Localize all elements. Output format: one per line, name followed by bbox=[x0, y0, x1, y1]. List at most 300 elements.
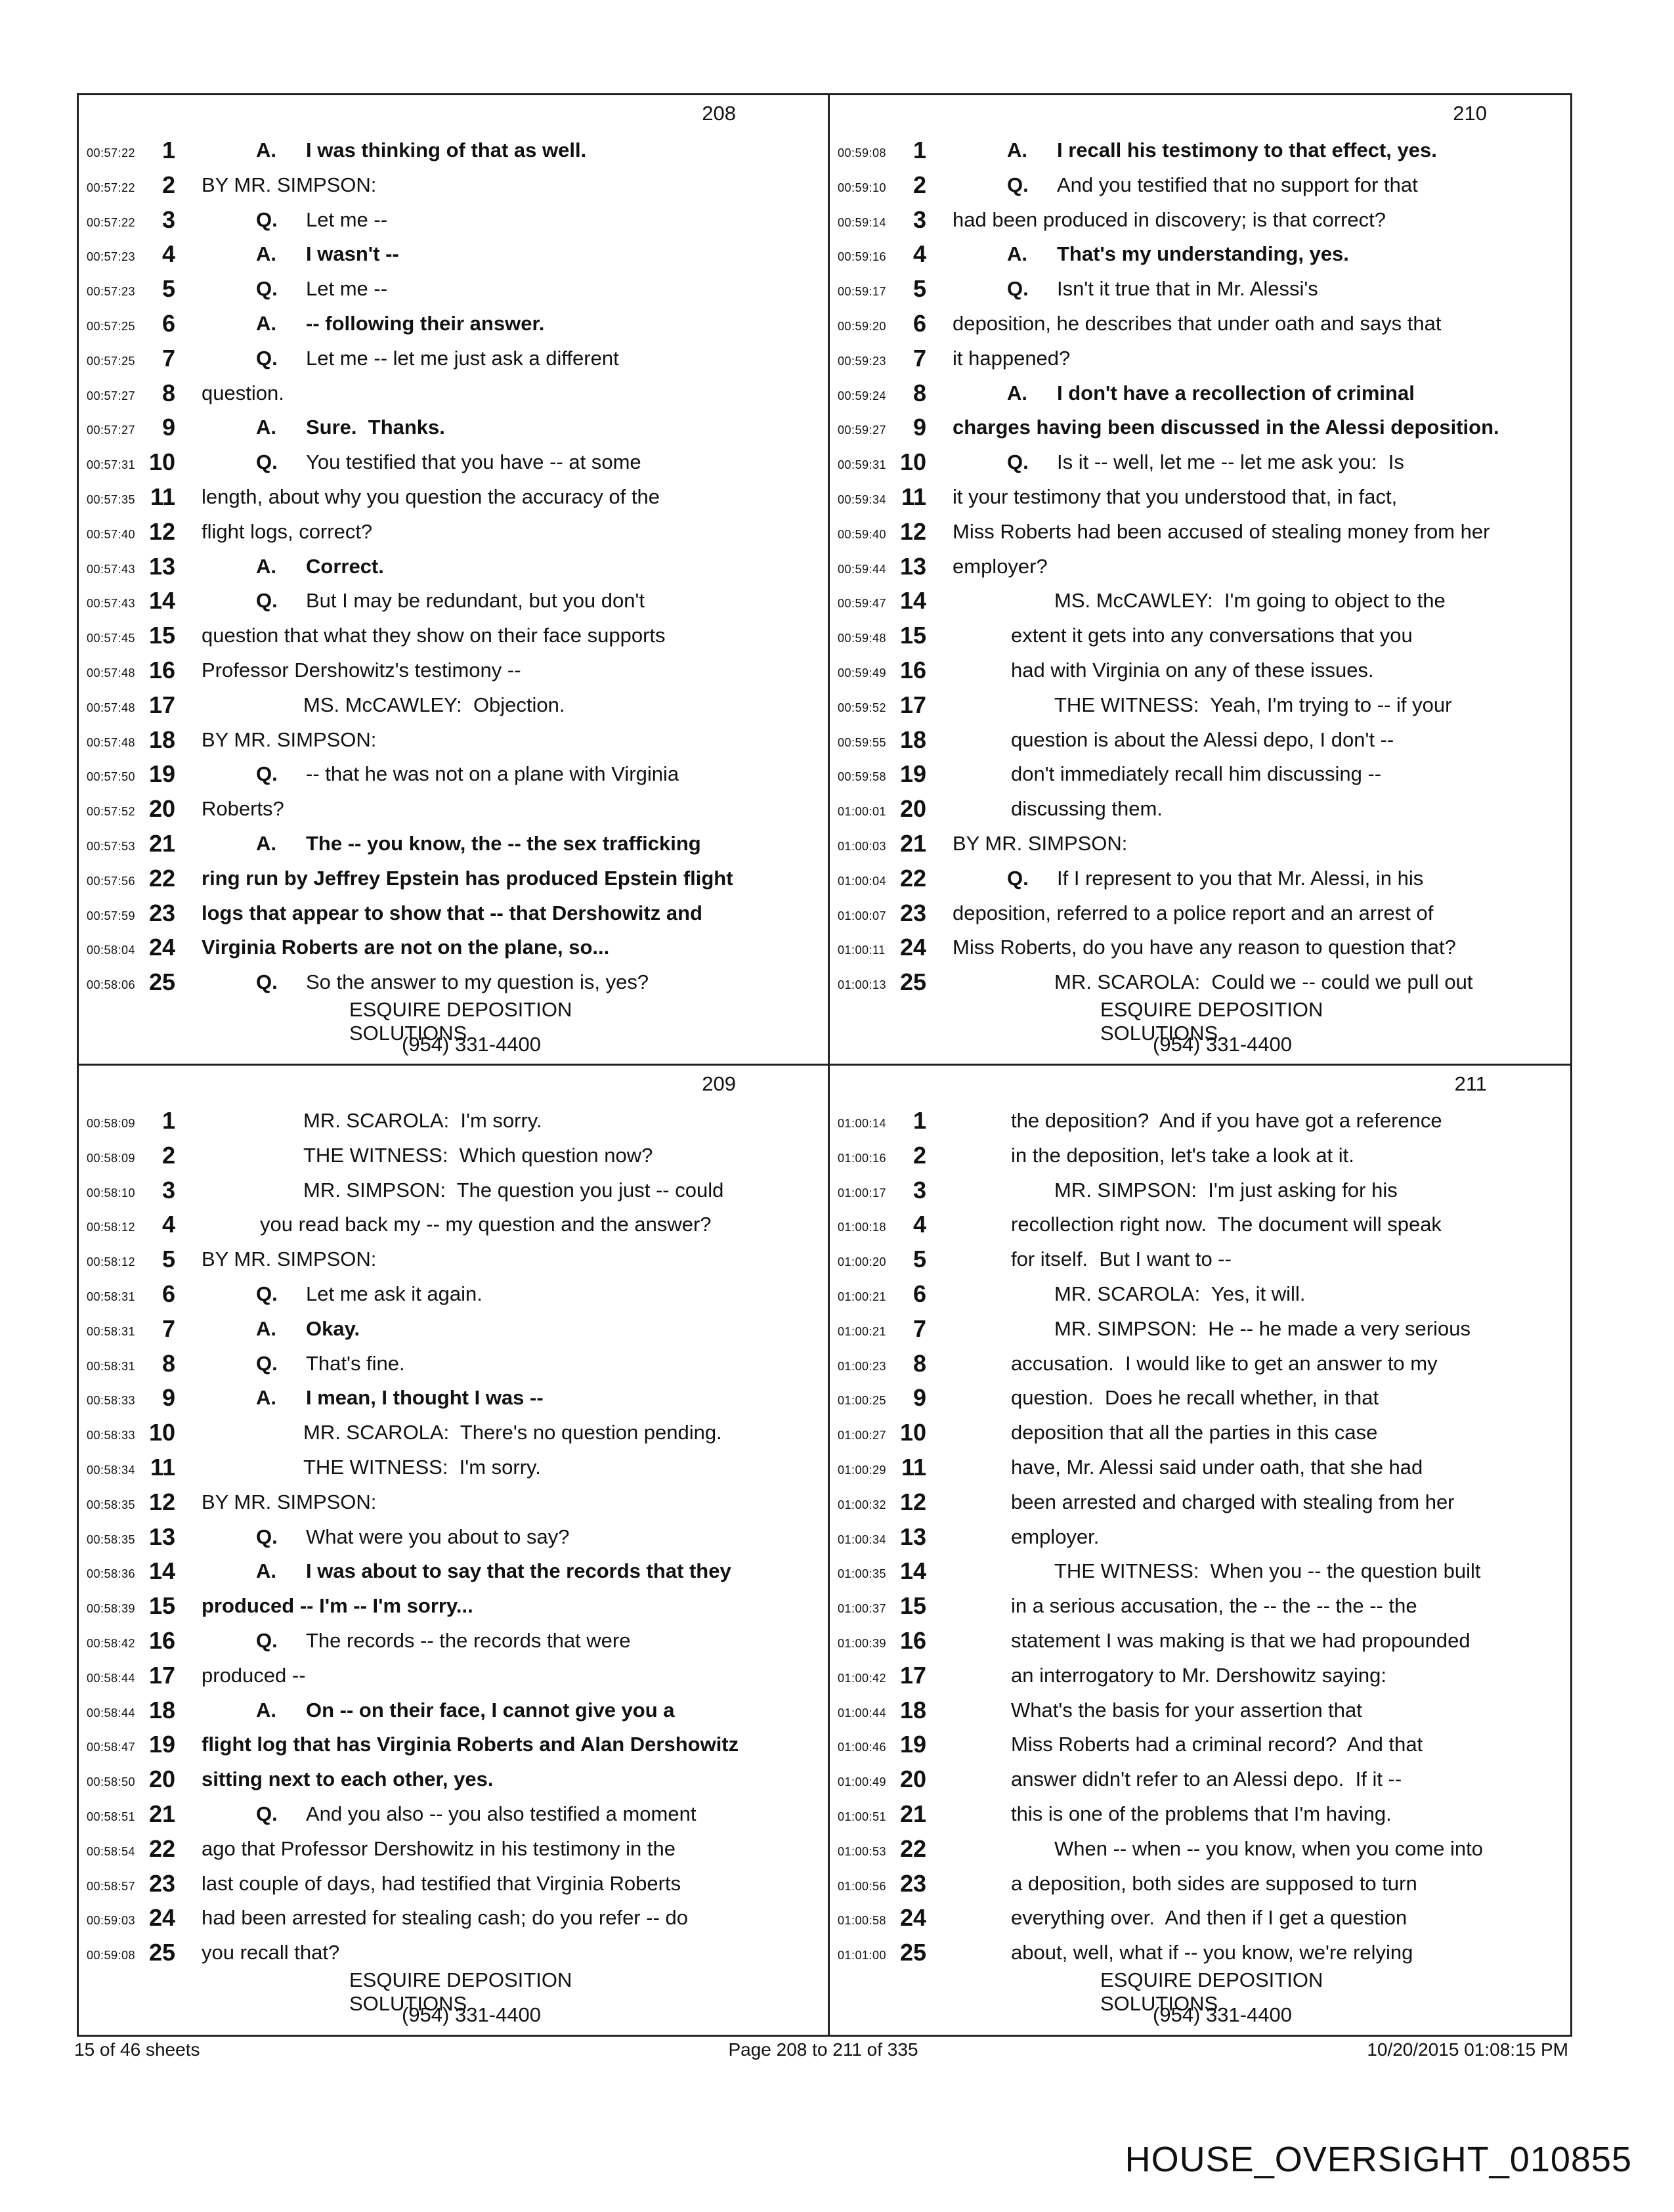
line-number: 8 bbox=[912, 1349, 926, 1377]
transcript-line bbox=[830, 1589, 1579, 1623]
line-text: BY MR. SIMPSON: bbox=[953, 832, 1128, 855]
transcript-line bbox=[79, 1347, 828, 1381]
timestamp: 01:00:53 bbox=[838, 1844, 887, 1858]
line-text: statement I was making is that we had propounded bbox=[1011, 1629, 1470, 1652]
line-text: question that what they show on their face supports bbox=[202, 624, 666, 647]
line-text: Let me -- bbox=[306, 277, 388, 301]
reporter-name: ESQUIRE DEPOSITION SOLUTIONS bbox=[349, 1968, 572, 2015]
timestamp: 00:58:36 bbox=[87, 1567, 136, 1581]
line-number: 21 bbox=[899, 830, 926, 857]
line-text: Miss Roberts, do you have any reason to question that? bbox=[953, 936, 1456, 959]
line-number: 15 bbox=[899, 1592, 926, 1620]
line-number: 23 bbox=[148, 1869, 175, 1897]
transcript-line bbox=[830, 688, 1579, 722]
line-number: 2 bbox=[161, 1141, 175, 1169]
line-text: ago that Professor Dershowitz in his testimony in the bbox=[202, 1836, 676, 1860]
line-number: 20 bbox=[148, 1766, 175, 1793]
transcript-line bbox=[79, 1554, 828, 1588]
line-number: 15 bbox=[148, 622, 175, 649]
line-number: 8 bbox=[161, 379, 175, 406]
line-number: 15 bbox=[148, 1592, 175, 1620]
timestamp: 00:58:50 bbox=[87, 1775, 136, 1789]
transcript-line bbox=[79, 307, 828, 341]
timestamp: 00:57:59 bbox=[87, 909, 136, 922]
line-number: 24 bbox=[899, 1904, 926, 1932]
timestamp: 00:57:56 bbox=[87, 874, 136, 888]
line-text: accusation. I would like to get an answer to my bbox=[1011, 1351, 1438, 1375]
line-text: MR. SCAROLA: Yes, it will. bbox=[1054, 1282, 1306, 1305]
transcript-line bbox=[830, 1936, 1579, 1970]
line-text: had been produced in discovery; is that correct? bbox=[953, 207, 1386, 231]
transcript-line bbox=[830, 1207, 1579, 1242]
line-text: BY MR. SIMPSON: bbox=[202, 1490, 377, 1513]
timestamp: 00:59:44 bbox=[838, 562, 887, 576]
line-number: 4 bbox=[912, 240, 926, 268]
line-number: 18 bbox=[899, 726, 926, 753]
timestamp: 00:58:12 bbox=[87, 1221, 136, 1234]
timestamp: 01:00:04 bbox=[838, 874, 887, 888]
timestamp: 00:58:10 bbox=[87, 1186, 136, 1200]
timestamp: 00:58:09 bbox=[87, 1117, 136, 1130]
line-number: 24 bbox=[899, 934, 926, 961]
line-number: 23 bbox=[148, 899, 175, 926]
timestamp: 00:58:51 bbox=[87, 1810, 136, 1823]
line-text: Okay. bbox=[306, 1316, 360, 1340]
line-number: 8 bbox=[161, 1349, 175, 1377]
timestamp: 00:59:08 bbox=[87, 1949, 136, 1963]
transcript-line bbox=[830, 896, 1579, 930]
timestamp: 00:58:44 bbox=[87, 1671, 136, 1685]
qa-label: A. bbox=[256, 242, 276, 266]
line-number: 13 bbox=[148, 552, 175, 580]
line-text: you read back my -- my question and the answer? bbox=[260, 1213, 712, 1236]
transcript-line bbox=[79, 480, 828, 514]
line-number: 10 bbox=[899, 1419, 926, 1446]
qa-label: Q. bbox=[256, 1525, 278, 1548]
line-text: BY MR. SIMPSON: bbox=[202, 727, 377, 751]
line-number: 12 bbox=[899, 1488, 926, 1515]
line-number: 9 bbox=[161, 414, 175, 441]
transcript-line bbox=[79, 1381, 828, 1415]
timestamp: 01:00:49 bbox=[838, 1775, 887, 1789]
line-number: 11 bbox=[150, 1454, 175, 1481]
transcript-line bbox=[830, 930, 1579, 965]
transcript-line bbox=[830, 1104, 1579, 1138]
line-text: employer. bbox=[1011, 1525, 1100, 1548]
timestamp: 00:59:34 bbox=[838, 493, 887, 506]
timestamp: 01:00:21 bbox=[838, 1290, 887, 1303]
timestamp: 01:00:20 bbox=[838, 1255, 887, 1269]
timestamp: 00:58:31 bbox=[87, 1324, 136, 1338]
line-text: this is one of the problems that I'm having. bbox=[1011, 1802, 1392, 1825]
line-text: about, well, what if -- you know, we're relying bbox=[1011, 1941, 1413, 1964]
transcript-line bbox=[830, 133, 1579, 167]
transcript-line bbox=[79, 861, 828, 896]
transcript-line bbox=[830, 445, 1579, 479]
timestamp: 00:57:27 bbox=[87, 423, 136, 437]
line-text: charges having been discussed in the Alessi deposition. bbox=[953, 416, 1499, 439]
line-number: 23 bbox=[899, 899, 926, 926]
transcript-line bbox=[79, 1936, 828, 1970]
line-text: Roberts? bbox=[202, 797, 284, 821]
line-text: MR. SIMPSON: The question you just -- could bbox=[303, 1178, 724, 1202]
qa-label: A. bbox=[256, 832, 276, 855]
timestamp: 00:59:20 bbox=[838, 320, 887, 333]
line-text: deposition, referred to a police report and an arrest of bbox=[953, 901, 1434, 924]
line-number: 17 bbox=[148, 691, 175, 718]
line-number: 22 bbox=[899, 864, 926, 892]
timestamp: 00:57:23 bbox=[87, 285, 136, 299]
line-number: 24 bbox=[148, 1904, 175, 1932]
line-text: Let me -- let me just ask a different bbox=[306, 346, 619, 370]
line-number: 21 bbox=[148, 1800, 175, 1827]
line-number: 17 bbox=[148, 1661, 175, 1689]
timestamp: 00:57:43 bbox=[87, 562, 136, 576]
timestamp: 00:57:50 bbox=[87, 770, 136, 784]
timestamp: 00:59:47 bbox=[838, 597, 887, 611]
transcript-line bbox=[79, 376, 828, 410]
transcript-line bbox=[79, 168, 828, 202]
line-number: 18 bbox=[148, 1696, 175, 1724]
line-number: 16 bbox=[899, 1627, 926, 1654]
reporter-phone: (954) 331-4400 bbox=[402, 2003, 541, 2026]
line-text: an interrogatory to Mr. Dershowitz saying: bbox=[1011, 1663, 1387, 1687]
line-number: 3 bbox=[912, 206, 926, 233]
transcript-line bbox=[830, 1693, 1579, 1727]
timestamp: 00:58:33 bbox=[87, 1394, 136, 1408]
transcript-line bbox=[830, 723, 1579, 757]
timestamp: 01:00:21 bbox=[838, 1324, 887, 1338]
timestamp: 01:00:42 bbox=[838, 1671, 887, 1685]
line-text: in a serious accusation, the -- the -- the -- the bbox=[1011, 1594, 1417, 1618]
timestamp: 01:00:56 bbox=[838, 1879, 887, 1893]
reporter-name: ESQUIRE DEPOSITION SOLUTIONS bbox=[1100, 1968, 1323, 2015]
line-text: you recall that? bbox=[202, 1941, 340, 1964]
line-number: 6 bbox=[161, 310, 175, 337]
line-number: 16 bbox=[899, 657, 926, 683]
line-text: That's my understanding, yes. bbox=[1057, 242, 1349, 266]
timestamp: 01:00:34 bbox=[838, 1532, 887, 1546]
timestamp: 00:58:42 bbox=[87, 1637, 136, 1650]
qa-label: A. bbox=[256, 1386, 276, 1410]
line-text: THE WITNESS: Yeah, I'm trying to -- if your bbox=[1054, 693, 1452, 716]
transcript-line bbox=[830, 237, 1579, 271]
transcript-line bbox=[830, 1173, 1579, 1207]
transcript-line bbox=[79, 1693, 828, 1727]
line-text: everything over. And then if I get a question bbox=[1011, 1906, 1407, 1930]
transcript-line bbox=[79, 550, 828, 584]
line-text: produced -- I'm -- I'm sorry... bbox=[202, 1594, 473, 1618]
transcript-line bbox=[830, 168, 1579, 202]
line-number: 13 bbox=[899, 1523, 926, 1550]
transcript-line bbox=[830, 1416, 1579, 1450]
qa-label: Q. bbox=[256, 1629, 278, 1652]
timestamp: 01:00:37 bbox=[838, 1602, 887, 1616]
line-text: Sure. Thanks. bbox=[306, 416, 445, 439]
line-number: 20 bbox=[899, 795, 926, 823]
line-number: 24 bbox=[148, 934, 175, 961]
transcript-line bbox=[830, 376, 1579, 410]
line-text: I don't have a recollection of criminal bbox=[1057, 381, 1415, 404]
transcript-page bbox=[79, 1066, 828, 2034]
line-text: question. Does he recall whether, in that bbox=[1011, 1386, 1379, 1410]
line-text: flight logs, correct? bbox=[202, 519, 373, 543]
qa-label: A. bbox=[256, 312, 276, 335]
transcript-line bbox=[79, 1450, 828, 1485]
transcript-line bbox=[830, 1659, 1579, 1693]
timestamp: 00:59:03 bbox=[87, 1914, 136, 1928]
line-number: 12 bbox=[148, 1488, 175, 1515]
line-text: -- that he was not on a plane with Virginia bbox=[306, 762, 679, 786]
line-number: 22 bbox=[148, 1834, 175, 1862]
line-number: 9 bbox=[912, 414, 926, 441]
timestamp: 00:57:23 bbox=[87, 250, 136, 264]
transcript-line bbox=[79, 410, 828, 445]
timestamp: 00:58:54 bbox=[87, 1844, 136, 1858]
line-number: 4 bbox=[161, 1211, 175, 1238]
line-number: 2 bbox=[161, 171, 175, 198]
transcript-line bbox=[830, 1554, 1579, 1588]
line-number: 14 bbox=[148, 1557, 175, 1585]
line-text: extent it gets into any conversations that you bbox=[1011, 624, 1413, 647]
timestamp: 01:00:01 bbox=[838, 805, 887, 819]
timestamp: 00:57:48 bbox=[87, 666, 136, 680]
line-number: 6 bbox=[161, 1280, 175, 1307]
reporter-name: ESQUIRE DEPOSITION SOLUTIONS bbox=[1100, 998, 1323, 1045]
line-text: What's the basis for your assertion that bbox=[1011, 1698, 1362, 1722]
timestamp: 00:57:25 bbox=[87, 354, 136, 368]
transcript-line bbox=[830, 1867, 1579, 1901]
reporter-phone: (954) 331-4400 bbox=[402, 1033, 541, 1056]
line-text: question. bbox=[202, 381, 284, 404]
timestamp: 00:59:31 bbox=[838, 458, 887, 472]
line-text: had with Virginia on any of these issues. bbox=[1011, 659, 1374, 682]
line-text: THE WITNESS: Which question now? bbox=[303, 1143, 653, 1167]
timestamp: 01:00:18 bbox=[838, 1221, 887, 1234]
transcript-line bbox=[830, 272, 1579, 306]
transcript-line bbox=[830, 1832, 1579, 1866]
line-text: So the answer to my question is, yes? bbox=[306, 970, 649, 994]
transcript-line bbox=[79, 1139, 828, 1173]
line-text: THE WITNESS: I'm sorry. bbox=[303, 1456, 541, 1479]
line-text: MR. SCAROLA: I'm sorry. bbox=[303, 1109, 542, 1132]
line-number: 25 bbox=[148, 1939, 175, 1966]
qa-label: Q. bbox=[256, 1802, 278, 1825]
transcript-line bbox=[79, 1901, 828, 1935]
transcript-line bbox=[79, 723, 828, 757]
line-text: Let me -- bbox=[306, 207, 388, 231]
transcript-line bbox=[79, 515, 828, 549]
sheet-count: 15 of 46 sheets bbox=[74, 2039, 200, 2060]
line-number: 3 bbox=[912, 1176, 926, 1204]
line-number: 25 bbox=[148, 968, 175, 996]
timestamp: 00:57:40 bbox=[87, 527, 136, 541]
line-number: 17 bbox=[899, 691, 926, 718]
transcript-line bbox=[830, 203, 1579, 237]
transcript-line bbox=[79, 896, 828, 930]
transcript-line bbox=[79, 757, 828, 791]
qa-label: Q. bbox=[1007, 173, 1029, 196]
transcript-line bbox=[79, 341, 828, 376]
line-number: 11 bbox=[901, 483, 926, 510]
line-number: 21 bbox=[899, 1800, 926, 1827]
line-text: Miss Roberts had been accused of stealing money from her bbox=[953, 519, 1490, 543]
line-text: the deposition? And if you have got a reference bbox=[1011, 1109, 1442, 1132]
line-number: 10 bbox=[148, 1419, 175, 1446]
line-number: 22 bbox=[899, 1834, 926, 1862]
line-text: in the deposition, let's take a look at it. bbox=[1011, 1143, 1354, 1167]
qa-label: A. bbox=[256, 416, 276, 439]
timestamp: 00:58:34 bbox=[87, 1464, 136, 1477]
line-number: 10 bbox=[899, 448, 926, 476]
line-text: had been arrested for stealing cash; do you refer -- do bbox=[202, 1906, 688, 1930]
transcript-line bbox=[830, 515, 1579, 549]
line-number: 14 bbox=[899, 1557, 926, 1585]
line-number: 19 bbox=[899, 1731, 926, 1758]
timestamp: 00:59:10 bbox=[838, 181, 887, 194]
line-number: 1 bbox=[912, 137, 926, 163]
transcript-page bbox=[830, 1066, 1579, 2034]
transcript-line bbox=[79, 133, 828, 167]
timestamp: 00:57:48 bbox=[87, 701, 136, 714]
line-text: The -- you know, the -- the sex trafficking bbox=[306, 832, 701, 855]
line-number: 5 bbox=[912, 275, 926, 303]
qa-label: Q. bbox=[256, 277, 278, 301]
transcript-line bbox=[830, 1762, 1579, 1796]
timestamp: 01:00:13 bbox=[838, 978, 887, 992]
transcript-line bbox=[79, 1659, 828, 1693]
transcript-line bbox=[830, 1242, 1579, 1276]
transcript-line bbox=[830, 307, 1579, 341]
timestamp: 00:58:31 bbox=[87, 1290, 136, 1303]
line-text: Miss Roberts had a criminal record? And that bbox=[1011, 1733, 1423, 1756]
transcript-line bbox=[830, 1277, 1579, 1311]
line-text: MS. McCAWLEY: I'm going to object to the bbox=[1054, 589, 1446, 613]
line-text: logs that appear to show that -- that Dershowitz and bbox=[202, 901, 702, 924]
transcript-line bbox=[79, 1207, 828, 1242]
transcript-line bbox=[79, 930, 828, 965]
transcript-line bbox=[79, 237, 828, 271]
line-text: And you also -- you also testified a moment bbox=[306, 1802, 697, 1825]
timestamp: 00:57:52 bbox=[87, 805, 136, 819]
line-number: 25 bbox=[899, 968, 926, 996]
line-number: 7 bbox=[912, 1314, 926, 1342]
timestamp: 00:58:35 bbox=[87, 1498, 136, 1511]
transcript-line bbox=[79, 445, 828, 479]
timestamp: 00:57:35 bbox=[87, 493, 136, 506]
transcript-line bbox=[79, 1485, 828, 1519]
timestamp: 00:59:49 bbox=[838, 666, 887, 680]
line-number: 19 bbox=[899, 760, 926, 788]
line-text: a deposition, both sides are supposed to turn bbox=[1011, 1871, 1417, 1895]
timestamp: 01:00:11 bbox=[838, 943, 886, 957]
timestamp: 01:00:07 bbox=[838, 909, 887, 922]
line-text: it happened? bbox=[953, 346, 1071, 370]
line-number: 21 bbox=[148, 830, 175, 857]
timestamp: 00:59:52 bbox=[838, 701, 887, 714]
line-text: last couple of days, had testified that Virginia Roberts bbox=[202, 1871, 681, 1895]
transcript-line bbox=[830, 653, 1579, 687]
timestamp: 00:57:45 bbox=[87, 632, 136, 645]
qa-label: Q. bbox=[256, 762, 278, 786]
transcript-line bbox=[830, 1381, 1579, 1415]
transcript-line bbox=[79, 1104, 828, 1138]
line-text: it your testimony that you understood that, in fact, bbox=[953, 485, 1398, 508]
transcript-line bbox=[830, 827, 1579, 861]
qa-label: Q. bbox=[1007, 450, 1029, 474]
transcript-line bbox=[79, 1762, 828, 1796]
timestamp: 00:59:23 bbox=[838, 354, 887, 368]
timestamp: 01:00:46 bbox=[838, 1741, 887, 1754]
qa-label: Q. bbox=[256, 1351, 278, 1375]
timestamp: 00:57:27 bbox=[87, 389, 136, 402]
line-text: deposition that all the parties in this case bbox=[1011, 1421, 1378, 1444]
qa-label: Q. bbox=[1007, 866, 1029, 890]
transcript-line bbox=[830, 341, 1579, 376]
line-text: MR. SCAROLA: There's no question pending. bbox=[303, 1421, 722, 1444]
timestamp: 01:00:58 bbox=[838, 1914, 887, 1928]
line-text: I wasn't -- bbox=[306, 242, 399, 266]
line-number: 1 bbox=[161, 137, 175, 163]
timestamp: 00:57:53 bbox=[87, 840, 136, 853]
line-number: 4 bbox=[161, 240, 175, 268]
line-number: 6 bbox=[912, 1280, 926, 1307]
line-text: On -- on their face, I cannot give you a bbox=[306, 1698, 675, 1722]
transcript-line bbox=[79, 618, 828, 653]
timestamp: 00:59:40 bbox=[838, 527, 887, 541]
line-text: MR. SCAROLA: Could we -- could we pull out bbox=[1054, 970, 1473, 994]
qa-label: Q. bbox=[256, 970, 278, 994]
line-text: Professor Dershowitz's testimony -- bbox=[202, 659, 521, 682]
line-number: 15 bbox=[899, 622, 926, 649]
line-number: 7 bbox=[161, 1314, 175, 1342]
transcript-line bbox=[830, 1450, 1579, 1485]
page-number: 208 bbox=[702, 102, 736, 125]
line-text: But I may be redundant, but you don't bbox=[306, 589, 645, 613]
reporter-phone: (954) 331-4400 bbox=[1153, 2003, 1292, 2026]
line-text: The records -- the records that were bbox=[306, 1629, 631, 1652]
line-text: Virginia Roberts are not on the plane, so... bbox=[202, 936, 610, 959]
transcript-line bbox=[79, 1832, 828, 1866]
transcript-line bbox=[79, 1416, 828, 1450]
timestamp: 00:58:47 bbox=[87, 1741, 136, 1754]
line-text: That's fine. bbox=[306, 1351, 405, 1375]
timestamp: 00:58:06 bbox=[87, 978, 136, 992]
line-text: I was about to say that the records that they bbox=[306, 1559, 731, 1583]
line-number: 13 bbox=[899, 552, 926, 580]
transcript-line bbox=[830, 1485, 1579, 1519]
timestamp: 01:00:35 bbox=[838, 1567, 887, 1581]
print-datetime: 10/20/2015 01:08:15 PM bbox=[1367, 2039, 1568, 2060]
line-number: 8 bbox=[912, 379, 926, 406]
line-number: 11 bbox=[150, 483, 175, 510]
transcript-sheet bbox=[77, 93, 1572, 2037]
line-number: 17 bbox=[899, 1661, 926, 1689]
timestamp: 00:58:09 bbox=[87, 1151, 136, 1165]
line-number: 6 bbox=[912, 310, 926, 337]
transcript-page bbox=[79, 95, 828, 1064]
timestamp: 01:00:29 bbox=[838, 1464, 887, 1477]
timestamp: 01:00:25 bbox=[838, 1394, 887, 1408]
qa-label: A. bbox=[256, 554, 276, 578]
transcript-line bbox=[830, 965, 1579, 999]
line-text: If I represent to you that Mr. Alessi, in his bbox=[1057, 866, 1424, 890]
line-text: What were you about to say? bbox=[306, 1525, 570, 1548]
transcript-line bbox=[79, 1589, 828, 1623]
transcript-line bbox=[79, 792, 828, 826]
qa-label: Q. bbox=[256, 589, 278, 613]
timestamp: 01:00:51 bbox=[838, 1810, 887, 1823]
